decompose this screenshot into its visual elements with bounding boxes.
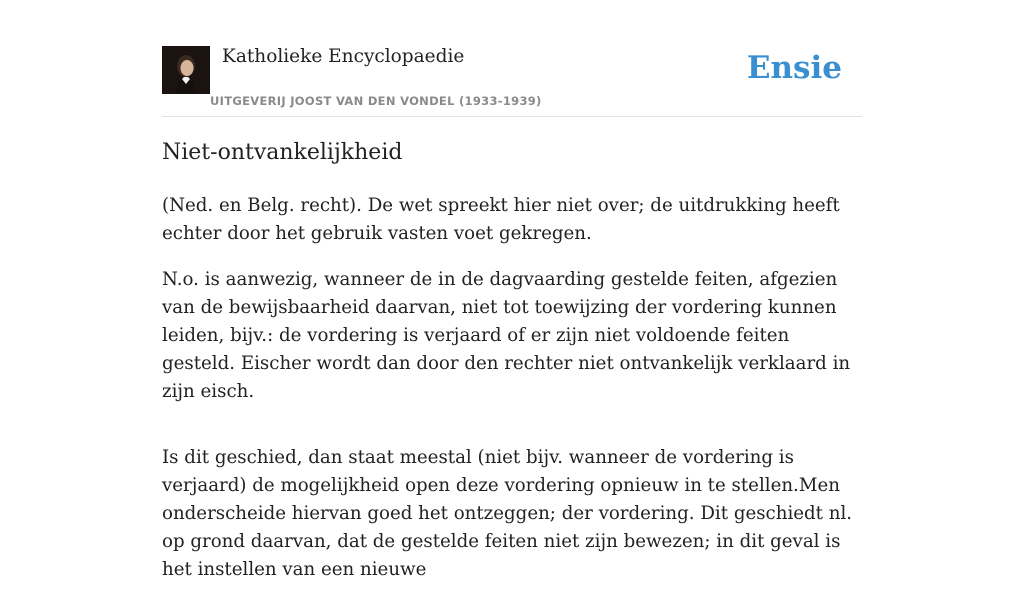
article-title: Niet-ontvankelijkheid bbox=[162, 140, 403, 165]
article-paragraph: Is dit geschied, dan staat meestal (niet bijv. wanneer de vordering is verjaard) de mogelijkheid open deze vordering opnieuw in te stellen.Men onderscheide hiervan goed het ontzeggen; der vordering. Dit geschiedt nl. op grond daarvan, dat de gestelde feiten niet zijn bewezen; in dit geval is het instellen van een nieuwe bbox=[162, 447, 853, 580]
publisher-avatar[interactable] bbox=[162, 46, 210, 94]
page-container bbox=[162, 0, 862, 580]
article-paragraph: N.o. is aanwezig, wanneer de in de dagvaarding gestelde feiten, afgezien van de bewijsbaarheid daarvan, niet tot toewijzing der vordering kunnen leiden, bijv.: de vordering is verjaard of er zijn niet voldoende feiten gesteld. Eischer wordt dan door den rechter niet ontvankelijk verklaard in zijn eisch. bbox=[162, 269, 851, 402]
brand-logo[interactable]: Ensie bbox=[746, 50, 842, 86]
publisher-label: UITGEVERIJ JOOST VAN DEN VONDEL (1933-1939) bbox=[210, 94, 542, 108]
site-header bbox=[162, 0, 862, 117]
portrait-image bbox=[162, 46, 210, 94]
article-paragraph: (Ned. en Belg. recht). De wet spreekt hier niet over; de uitdrukking heeft echter door het gebruik vasten voet gekregen. bbox=[162, 195, 840, 244]
article-body bbox=[162, 192, 862, 602]
site-title[interactable]: Katholieke Encyclopaedie bbox=[222, 46, 465, 67]
